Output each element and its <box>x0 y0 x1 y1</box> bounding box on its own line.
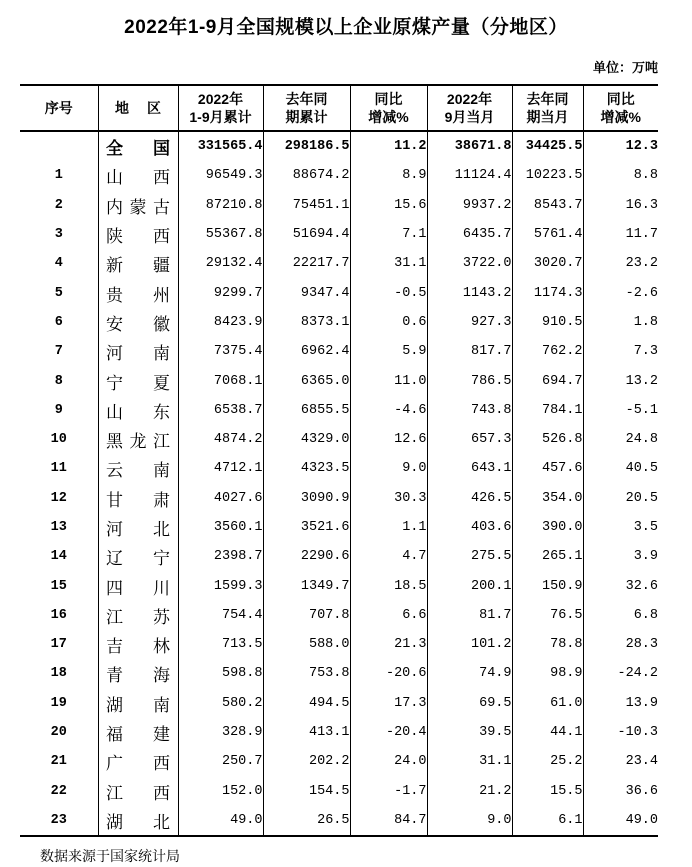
table-row <box>20 161 658 190</box>
column-header-label: 同比 <box>374 90 403 107</box>
coal-production-table <box>20 84 658 837</box>
value-cell: 152.0 <box>178 777 263 806</box>
serial-cell: 19 <box>20 689 98 718</box>
value-cell: 25.2 <box>512 747 583 776</box>
serial-cell: 3 <box>20 220 98 249</box>
table-row <box>20 484 658 513</box>
value-cell: 494.5 <box>263 689 350 718</box>
region-name: 全国 <box>106 139 170 159</box>
table-row <box>20 630 658 659</box>
value-cell: 29132.4 <box>178 249 263 278</box>
value-cell: 9347.4 <box>263 278 350 307</box>
value-cell: 6962.4 <box>263 337 350 366</box>
region-name: 湖北 <box>106 812 170 832</box>
value-cell: -4.6 <box>350 396 427 425</box>
value-cell: 6.1 <box>512 806 583 836</box>
region-name: 贵州 <box>106 285 170 305</box>
region-name: 青海 <box>106 666 170 686</box>
value-cell: 40.5 <box>625 461 658 477</box>
value-cell: 34425.5 <box>512 131 583 161</box>
region-name: 江西 <box>106 783 170 803</box>
value-cell: 8.9 <box>350 161 427 190</box>
value-cell: 762.2 <box>512 337 583 366</box>
region-cell <box>98 454 178 483</box>
column-header <box>263 85 350 131</box>
value-cell: 10223.5 <box>512 161 583 190</box>
serial-cell: 21 <box>20 747 98 776</box>
table-row <box>20 191 658 220</box>
serial-cell: 15 <box>20 571 98 600</box>
value-cell: 3521.6 <box>263 513 350 542</box>
serial-cell: 6 <box>20 308 98 337</box>
value-cell: 15.6 <box>350 191 427 220</box>
value-cell: 413.1 <box>263 718 350 747</box>
value-cell: 298186.5 <box>263 131 350 161</box>
region-name: 内蒙古 <box>106 197 170 217</box>
region-name: 黑龙江 <box>106 432 170 452</box>
value-cell: 328.9 <box>178 718 263 747</box>
value-cell: 200.1 <box>427 571 512 600</box>
region-name: 湖南 <box>106 695 170 715</box>
serial-cell: 12 <box>20 484 98 513</box>
region-name: 陕西 <box>106 227 170 247</box>
region-name: 江苏 <box>106 607 170 627</box>
value-cell: 11.0 <box>350 366 427 395</box>
region-cell <box>98 249 178 278</box>
column-header-label: 1-9月累计 <box>189 109 252 125</box>
value-cell: 12.6 <box>350 425 427 454</box>
region-cell <box>98 425 178 454</box>
value-cell: 457.6 <box>512 454 583 483</box>
region-cell <box>98 747 178 776</box>
value-cell: 55367.8 <box>178 220 263 249</box>
column-header-label: 地区 <box>115 99 161 116</box>
value-cell: 7.1 <box>350 220 427 249</box>
value-cell: 15.5 <box>512 777 583 806</box>
value-cell: 4329.0 <box>263 425 350 454</box>
serial-cell: 8 <box>20 366 98 395</box>
value-cell: 18.5 <box>350 571 427 600</box>
value-cell: 26.5 <box>263 806 350 836</box>
value-cell: 61.0 <box>512 689 583 718</box>
value-cell: 21.2 <box>427 777 512 806</box>
data-source-note: 数据来源于国家统计局 <box>40 848 180 865</box>
value-cell: 78.8 <box>512 630 583 659</box>
value-cell: 76.5 <box>512 601 583 630</box>
value-cell: 403.6 <box>427 513 512 542</box>
region-cell <box>98 220 178 249</box>
serial-cell: 17 <box>20 630 98 659</box>
serial-cell: 16 <box>20 601 98 630</box>
region-cell <box>98 571 178 600</box>
region-cell <box>98 161 178 190</box>
value-cell: 3090.9 <box>263 484 350 513</box>
region-name: 福建 <box>106 725 170 745</box>
value-cell: 3.5 <box>633 520 658 535</box>
region-cell <box>98 689 178 718</box>
value-cell: -10.3 <box>617 725 658 741</box>
value-cell: 5761.4 <box>512 220 583 249</box>
table-row <box>20 777 658 806</box>
value-cell: 154.5 <box>263 777 350 806</box>
serial-cell: 4 <box>20 249 98 278</box>
value-cell: 74.9 <box>427 659 512 688</box>
value-cell: -0.5 <box>350 278 427 307</box>
value-cell: 84.7 <box>350 806 427 836</box>
serial-cell: 23 <box>20 806 98 836</box>
value-cell: 49.0 <box>625 812 658 828</box>
value-cell: 38671.8 <box>427 131 512 161</box>
value-cell: 20.5 <box>625 490 658 506</box>
value-cell: 1349.7 <box>263 571 350 600</box>
value-cell: 7068.1 <box>178 366 263 395</box>
value-cell: 1174.3 <box>512 278 583 307</box>
value-cell: 88674.2 <box>263 161 350 190</box>
value-cell: 657.3 <box>427 425 512 454</box>
value-cell: 101.2 <box>427 630 512 659</box>
value-cell: -5.1 <box>625 402 658 418</box>
region-cell <box>98 278 178 307</box>
table-row <box>20 366 658 395</box>
column-header-label: 2022年 <box>197 90 244 107</box>
value-cell: 526.8 <box>512 425 583 454</box>
value-cell: 4712.1 <box>178 454 263 483</box>
serial-cell: 9 <box>20 396 98 425</box>
value-cell: 6365.0 <box>263 366 350 395</box>
serial-cell: 2 <box>20 191 98 220</box>
table-row <box>20 131 658 161</box>
column-header <box>98 85 178 131</box>
value-cell: 87210.8 <box>178 191 263 220</box>
value-cell: 9299.7 <box>178 278 263 307</box>
region-cell <box>98 542 178 571</box>
table-row <box>20 806 658 836</box>
value-cell: 28.3 <box>625 637 658 653</box>
region-cell <box>98 484 178 513</box>
table-row <box>20 718 658 747</box>
document-page <box>0 12 692 867</box>
value-cell: 694.7 <box>512 366 583 395</box>
value-cell: 9937.2 <box>427 191 512 220</box>
region-cell <box>98 513 178 542</box>
value-cell: 202.2 <box>263 747 350 776</box>
value-cell: 23.4 <box>625 754 658 770</box>
value-cell: 22217.7 <box>263 249 350 278</box>
column-header <box>583 85 658 131</box>
value-cell: 6.6 <box>350 601 427 630</box>
value-cell: 11124.4 <box>427 161 512 190</box>
region-name: 安徽 <box>106 314 170 334</box>
header-row <box>20 85 658 131</box>
value-cell: 707.8 <box>263 601 350 630</box>
value-cell: 1.1 <box>350 513 427 542</box>
value-cell: 643.1 <box>427 454 512 483</box>
value-cell: 8543.7 <box>512 191 583 220</box>
table-row <box>20 571 658 600</box>
value-cell: 21.3 <box>350 630 427 659</box>
value-cell: 250.7 <box>178 747 263 776</box>
value-cell: 3560.1 <box>178 513 263 542</box>
column-header-label: 期当月 <box>526 109 569 125</box>
value-cell: 13.2 <box>625 373 658 389</box>
value-cell: 49.0 <box>178 806 263 836</box>
table-row <box>20 308 658 337</box>
value-cell: 786.5 <box>427 366 512 395</box>
value-cell: 17.3 <box>350 689 427 718</box>
region-name: 河南 <box>106 344 170 364</box>
region-cell <box>98 308 178 337</box>
value-cell: 1.8 <box>633 314 658 330</box>
table-row <box>20 601 658 630</box>
region-cell <box>98 777 178 806</box>
region-cell <box>98 806 178 836</box>
region-cell <box>98 601 178 630</box>
value-cell: 426.5 <box>427 484 512 513</box>
table-row <box>20 513 658 542</box>
column-header-label: 同比 <box>606 90 635 107</box>
value-cell: 150.9 <box>512 571 583 600</box>
value-cell: 4323.5 <box>263 454 350 483</box>
value-cell: 354.0 <box>512 484 583 513</box>
value-cell: 3020.7 <box>512 249 583 278</box>
value-cell: 6538.7 <box>178 396 263 425</box>
value-cell: 713.5 <box>178 630 263 659</box>
region-cell <box>98 131 178 161</box>
value-cell: 1599.3 <box>178 571 263 600</box>
table-row <box>20 659 658 688</box>
region-cell <box>98 659 178 688</box>
value-cell: 5.9 <box>350 337 427 366</box>
table-row <box>20 454 658 483</box>
value-cell: 98.9 <box>512 659 583 688</box>
column-header <box>427 85 512 131</box>
value-cell: 32.6 <box>625 578 658 594</box>
column-header <box>512 85 583 131</box>
region-cell <box>98 366 178 395</box>
table-body <box>20 131 658 836</box>
value-cell: -24.2 <box>617 666 658 682</box>
column-header-label: 9月当月 <box>444 109 495 125</box>
region-name: 甘肃 <box>106 490 170 510</box>
table-row <box>20 689 658 718</box>
region-name: 四川 <box>106 578 170 598</box>
value-cell: 275.5 <box>427 542 512 571</box>
value-cell: 753.8 <box>263 659 350 688</box>
value-cell: 44.1 <box>512 718 583 747</box>
region-name: 新疆 <box>106 256 170 276</box>
region-name: 山西 <box>106 168 170 188</box>
value-cell: 743.8 <box>427 396 512 425</box>
region-cell <box>98 191 178 220</box>
value-cell: 817.7 <box>427 337 512 366</box>
region-name: 吉林 <box>106 637 170 657</box>
value-cell: 51694.4 <box>263 220 350 249</box>
region-cell <box>98 396 178 425</box>
value-cell: 6855.5 <box>263 396 350 425</box>
value-cell: 2290.6 <box>263 542 350 571</box>
serial-cell: 1 <box>20 161 98 190</box>
value-cell: 910.5 <box>512 308 583 337</box>
value-cell: 2398.7 <box>178 542 263 571</box>
serial-cell: 18 <box>20 659 98 688</box>
value-cell: 31.1 <box>350 249 427 278</box>
value-cell: 6.8 <box>633 607 658 623</box>
region-name: 宁夏 <box>106 373 170 393</box>
unit-label: 单位：万吨 <box>592 60 658 75</box>
value-cell: 9.0 <box>350 454 427 483</box>
value-cell: 31.1 <box>427 747 512 776</box>
table-row <box>20 337 658 366</box>
value-cell: 23.2 <box>625 256 658 272</box>
value-cell: 11.7 <box>625 227 658 243</box>
column-header-label: 期累计 <box>285 109 328 125</box>
value-cell: 4027.6 <box>178 484 263 513</box>
value-cell: 24.0 <box>350 747 427 776</box>
value-cell: 598.8 <box>178 659 263 688</box>
value-cell: -2.6 <box>625 285 658 301</box>
serial-cell: 20 <box>20 718 98 747</box>
region-cell <box>98 718 178 747</box>
value-cell: 331565.4 <box>178 131 263 161</box>
table-row <box>20 249 658 278</box>
value-cell: 8.8 <box>633 168 658 184</box>
value-cell: 69.5 <box>427 689 512 718</box>
serial-cell: 7 <box>20 337 98 366</box>
column-header <box>350 85 427 131</box>
table-row <box>20 278 658 307</box>
value-cell: 81.7 <box>427 601 512 630</box>
value-cell: 8373.1 <box>263 308 350 337</box>
table-row <box>20 747 658 776</box>
value-cell: 390.0 <box>512 513 583 542</box>
serial-cell: 14 <box>20 542 98 571</box>
column-header <box>20 85 98 131</box>
value-cell: 0.6 <box>350 308 427 337</box>
value-cell: 1143.2 <box>427 278 512 307</box>
table-row <box>20 542 658 571</box>
value-cell: 4874.2 <box>178 425 263 454</box>
column-header-label: 2022年 <box>446 90 493 107</box>
table-row <box>20 220 658 249</box>
value-cell: 8423.9 <box>178 308 263 337</box>
serial-cell <box>20 131 98 161</box>
value-cell: 265.1 <box>512 542 583 571</box>
region-name: 山东 <box>106 402 170 422</box>
table-header <box>20 85 658 131</box>
column-header-label: 增减% <box>368 109 409 125</box>
value-cell: 13.9 <box>625 695 658 711</box>
column-header-label: 增减% <box>600 109 641 125</box>
value-cell: 3.9 <box>633 549 658 565</box>
value-cell: 9.0 <box>427 806 512 836</box>
column-header-label: 序号 <box>44 99 73 116</box>
column-header-label: 去年同 <box>526 90 569 107</box>
value-cell: 24.8 <box>625 432 658 448</box>
table-row <box>20 425 658 454</box>
value-cell: 16.3 <box>625 197 658 213</box>
value-cell: 7375.4 <box>178 337 263 366</box>
region-name: 云南 <box>106 461 170 481</box>
table-row <box>20 396 658 425</box>
value-cell: 7.3 <box>633 344 658 360</box>
value-cell: -20.4 <box>350 718 427 747</box>
serial-cell: 5 <box>20 278 98 307</box>
serial-cell: 13 <box>20 513 98 542</box>
region-name: 河北 <box>106 520 170 539</box>
value-cell: 580.2 <box>178 689 263 718</box>
value-cell: 75451.1 <box>263 191 350 220</box>
serial-cell: 10 <box>20 425 98 454</box>
value-cell: 927.3 <box>427 308 512 337</box>
value-cell: 588.0 <box>263 630 350 659</box>
region-cell <box>98 337 178 366</box>
value-cell: 784.1 <box>512 396 583 425</box>
value-cell: -1.7 <box>350 777 427 806</box>
serial-cell: 22 <box>20 777 98 806</box>
value-cell: 6435.7 <box>427 220 512 249</box>
value-cell: 3722.0 <box>427 249 512 278</box>
value-cell: 96549.3 <box>178 161 263 190</box>
region-name: 广西 <box>106 754 170 774</box>
page-title: 2022年1-9月全国规模以上企业原煤产量（分地区） <box>124 17 568 38</box>
value-cell: 36.6 <box>625 783 658 799</box>
value-cell: -20.6 <box>350 659 427 688</box>
value-cell: 12.3 <box>625 139 658 155</box>
value-cell: 11.2 <box>350 131 427 161</box>
column-header-label: 去年同 <box>285 90 328 107</box>
column-header <box>178 85 263 131</box>
serial-cell: 11 <box>20 454 98 483</box>
value-cell: 4.7 <box>350 542 427 571</box>
value-cell: 754.4 <box>178 601 263 630</box>
region-name: 辽宁 <box>106 549 170 569</box>
value-cell: 39.5 <box>427 718 512 747</box>
region-cell <box>98 630 178 659</box>
value-cell: 30.3 <box>350 484 427 513</box>
